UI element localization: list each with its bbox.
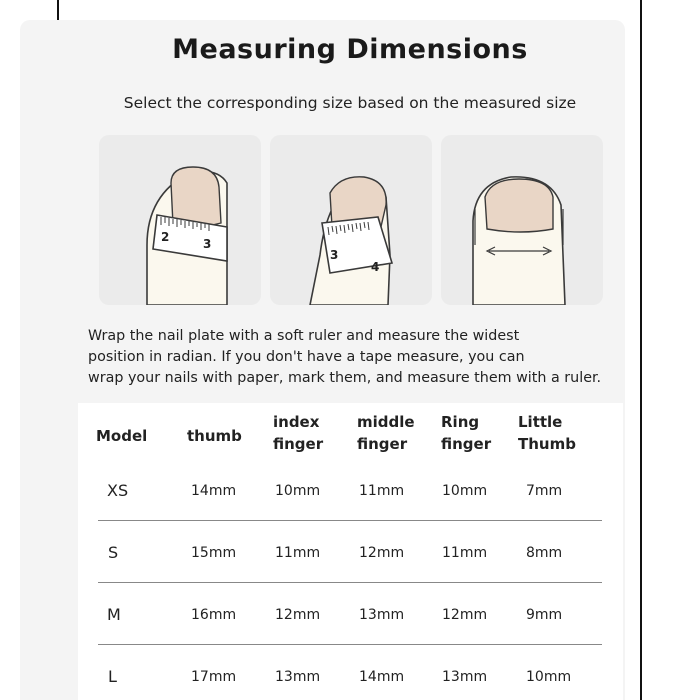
finger-measuring-tape-icon — [270, 135, 432, 305]
table-cell: 12mm — [359, 545, 405, 561]
row-divider — [98, 644, 602, 645]
table-cell: 7mm — [526, 483, 563, 499]
header-model — [96, 425, 147, 447]
illustration-nail-width — [441, 135, 603, 305]
table-cell: 12mm — [275, 607, 321, 623]
table-cell: 17mm — [191, 669, 237, 685]
table-cell: 12mm — [442, 607, 488, 623]
table-cell: 8mm — [526, 545, 563, 561]
table-cell: 10mm — [526, 669, 572, 685]
table-cell: 13mm — [442, 669, 488, 685]
illustration-finger-tape — [270, 135, 432, 305]
instructions-text — [88, 326, 648, 389]
header-label: finger — [273, 435, 324, 453]
header-label: Model — [96, 427, 148, 445]
table-cell: 13mm — [359, 607, 405, 623]
row-divider — [98, 582, 602, 583]
instructions-line: wrap your nails with paper, mark them, and measure them with a ruler. — [88, 370, 602, 386]
header-label: index — [273, 413, 320, 431]
header-label: finger — [357, 435, 408, 453]
nail-width-arrow-icon — [441, 135, 603, 305]
table-cell: 10mm — [275, 483, 321, 499]
header-middle-finger — [357, 411, 415, 455]
page-subtitle: Select the corresponding size based on the measured size — [123, 94, 577, 112]
row-divider — [98, 520, 602, 521]
header-ring-finger — [441, 411, 491, 455]
thumb-measuring-tape-icon — [99, 135, 261, 305]
ruler-mark-label: 3 — [330, 248, 339, 262]
header-label: Ring — [441, 413, 480, 431]
table-cell: 11mm — [275, 545, 321, 561]
table-cell: 11mm — [442, 545, 488, 561]
illustration-thumb-tape — [99, 135, 261, 305]
header-little-thumb — [518, 411, 576, 455]
header-label: thumb — [187, 427, 242, 445]
page-title: Measuring Dimensions — [172, 34, 528, 65]
row-model-l: L — [108, 667, 117, 686]
header-thumb — [187, 425, 242, 447]
row-model-xs: XS — [107, 481, 129, 500]
header-index-finger — [273, 411, 323, 455]
row-model-m: M — [107, 605, 121, 624]
table-cell: 11mm — [359, 483, 405, 499]
table-cell: 14mm — [359, 669, 405, 685]
header-label: Little — [518, 413, 563, 431]
table-cell: 13mm — [275, 669, 321, 685]
header-label: middle — [357, 413, 415, 431]
table-cell: 16mm — [191, 607, 237, 623]
table-cell: 14mm — [191, 483, 237, 499]
table-cell: 9mm — [526, 607, 563, 623]
header-label: finger — [441, 435, 492, 453]
ruler-mark-label: 2 — [161, 230, 170, 244]
header-label: Thumb — [518, 435, 576, 453]
table-cell: 15mm — [191, 545, 237, 561]
table-cell: 10mm — [442, 483, 488, 499]
ruler-mark-label: 4 — [371, 260, 380, 274]
row-model-s: S — [108, 543, 119, 562]
instructions-line: position in radian. If you don't have a tape measure, you can — [88, 349, 525, 365]
instructions-line: Wrap the nail plate with a soft ruler and measure the widest — [88, 328, 520, 344]
ruler-mark-label: 3 — [203, 237, 212, 251]
